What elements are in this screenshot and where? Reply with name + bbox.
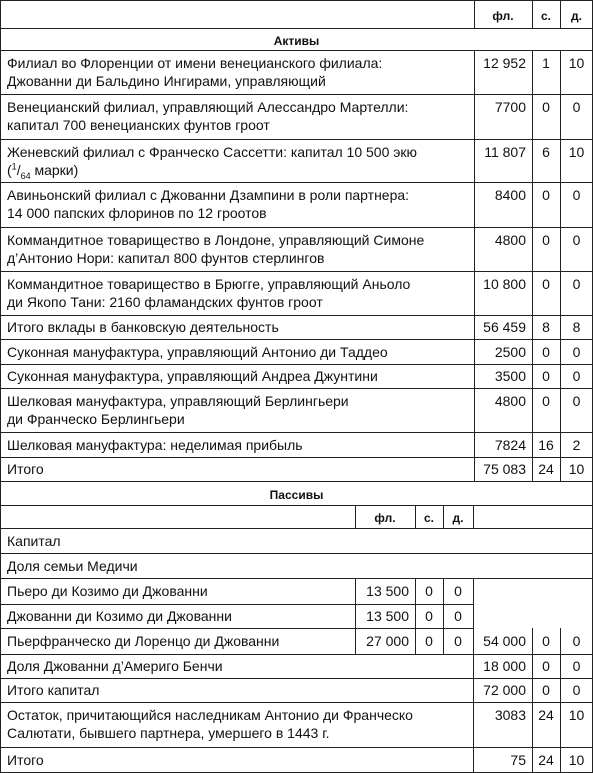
column-rule [532,139,533,182]
asset-row-fl-11: 7824 [494,437,526,453]
column-rule [532,432,533,457]
liability-row-label-3: Салютати, бывшего партнера, умершего в 1443 г. [7,725,330,741]
row-rule [0,747,593,748]
liability-row-d-4: 10 [568,752,585,768]
column-rule [560,315,561,339]
column-rule [560,182,561,227]
asset-row-label-9: Суконная мануфактура, управляющий Андреа Джунтини [7,368,378,384]
column-rule [355,578,356,604]
asset-row-s-6: 0 [542,276,550,292]
column-rule [355,604,356,628]
asset-row-fl-6: 10 800 [483,276,526,292]
column-rule [560,628,561,654]
row-rule [0,628,473,629]
row-rule [0,457,593,458]
asset-row-label-5: д’Антонио Нори: капитал 800 фунтов стерлингов [7,250,325,266]
liability-row-d-1: 0 [572,658,581,674]
column-rule [415,578,416,604]
column-rule [473,505,474,528]
column-rule [560,94,561,139]
row-rule [0,227,593,228]
asset-row-fl-5: 4800 [494,232,526,248]
partner-name-1: Пьеро ди Козимо ди Джованни [7,583,208,599]
row-rule [0,315,593,316]
column-rule [473,628,474,654]
partner-s-3: 0 [425,633,433,649]
liability-row-s-4: 24 [538,752,554,768]
partner-s-2: 0 [425,608,433,624]
liability-row-d-3: 10 [568,707,585,723]
row-rule [0,553,593,554]
asset-row-s-5: 0 [542,232,550,248]
asset-row-s-7: 8 [542,319,550,335]
asset-row-d-12: 10 [568,461,585,477]
asset-row-label-1: Джованни ди Бальдино Ингирами, управляющий [7,73,326,89]
column-rule [474,50,475,94]
row-rule [0,578,593,579]
row-rule [0,702,593,703]
partner-d-1: 0 [454,583,462,599]
row-rule [0,94,593,95]
asset-row-label-3: ($^1/_{64}$ марки) [7,161,79,181]
asset-row-s-1: 1 [542,55,550,71]
partner-name-2: Джованни ди Козимо ди Джованни [7,608,232,624]
asset-row-label-10: ди Франческо Берлингьери [7,411,185,427]
column-rule [560,432,561,457]
section-title-liabilities: Пассивы [269,488,324,502]
column-rule [532,747,533,773]
asset-row-fl-12: 75 083 [483,461,526,477]
column-rule [532,628,533,654]
column-rule [474,457,475,481]
column-header-d: д. [571,9,582,23]
asset-row-d-7: 8 [572,319,581,335]
asset-row-s-10: 0 [542,393,550,409]
row-rule [0,432,593,433]
column-rule [474,315,475,339]
column-rule [560,654,561,678]
column-rule [473,654,474,678]
asset-row-label-11: Шелковая мануфактура: неделимая прибыль [7,437,303,453]
row-rule [0,339,593,340]
column-rule [474,388,475,432]
column-rule [474,139,475,182]
column-rule [473,747,474,773]
row-rule [0,364,593,365]
column-rule [560,388,561,432]
column-rule [560,702,561,747]
row-rule [0,388,593,389]
column-rule [532,182,533,227]
column-rule [532,654,533,678]
asset-row-fl-2: 7700 [494,99,526,115]
asset-row-d-3: 10 [568,144,585,160]
column-rule [560,457,561,481]
column-rule [443,604,444,628]
asset-row-fl-9: 3500 [494,368,526,384]
column-rule [474,182,475,227]
column-rule [560,271,561,315]
liability-row-label-1: Доля Джованни д’Америго Бенчи [7,658,223,674]
liability-row-label-2: Итого капитал [7,682,100,698]
table-border-left [0,0,1,773]
asset-row-s-4: 0 [542,187,550,203]
column-rule [532,50,533,94]
asset-row-d-1: 10 [568,55,585,71]
asset-row-s-3: 6 [542,144,550,160]
asset-row-fl-3: 11 807 [484,144,526,160]
asset-row-d-4: 0 [572,187,581,203]
asset-row-label-1: Филиал во Флоренции от имени венецианского филиала: [7,55,383,71]
column-rule [532,271,533,315]
row-rule [0,139,593,140]
asset-row-label-4: Авиньонский филиал с Джованни Дзампини в роли партнера: [7,187,410,203]
asset-row-fl-4: 8400 [494,187,526,203]
column-rule [560,339,561,364]
asset-row-d-6: 0 [572,276,581,292]
medici-total-s: 0 [542,633,550,649]
asset-row-fl-10: 4800 [494,393,526,409]
asset-row-fl-8: 2500 [494,344,526,360]
column-rule [473,678,474,702]
asset-row-label-6: ди Якопо Тани: 2160 фламандских фунтов гроот [7,294,323,310]
asset-row-s-9: 0 [542,368,550,384]
column-rule [560,747,561,773]
asset-row-fl-1: 12 952 [483,55,526,71]
partner-d-3: 0 [454,633,462,649]
asset-row-label-10: Шелковая мануфактура, управляющий Берлингьери [7,393,349,409]
column-rule [473,604,474,628]
column-rule [415,604,416,628]
asset-row-label-5: Коммандитное товарищество в Лондоне, управляющий Симоне [7,232,425,248]
asset-row-label-2: Венецианский филиал, управляющий Алессандро Мартелли: [7,99,409,115]
liability-row-s-2: 0 [542,682,550,698]
row-rule [0,271,593,272]
row-rule [0,28,593,29]
column-rule [560,50,561,94]
medici-total-fl: 54 000 [483,633,526,649]
partner-d-2: 0 [454,608,462,624]
liability-row-fl-4: 75 [510,752,526,768]
column-rule [474,432,475,457]
sub-header-d: д. [452,511,464,525]
sub-header-fl: фл. [374,511,396,525]
row-rule [0,505,593,506]
column-rule [474,94,475,139]
medici-share-label: Доля семьи Медичи [7,558,138,574]
row-rule [0,481,593,482]
partner-name-3: Пьерфранческо ди Лоренцо ди Джованни [7,633,280,649]
column-header-fl: фл. [492,9,514,23]
liability-row-label-4: Итого [7,752,44,768]
column-rule [532,315,533,339]
column-rule [474,227,475,271]
column-rule [355,628,356,654]
asset-row-d-5: 0 [572,232,581,248]
table-border-top [0,0,593,1]
partner-fl-3: 27 000 [366,633,409,649]
asset-row-label-7: Итого вклады в банковскую деятельность [7,319,279,335]
asset-row-label-2: капитал 700 венецианских фунтов гроот [7,117,270,133]
asset-row-s-12: 24 [538,461,554,477]
asset-row-s-2: 0 [542,99,550,115]
column-rule [532,227,533,271]
medici-total-d: 0 [572,633,581,649]
column-rule [474,271,475,315]
column-rule [560,364,561,388]
liability-row-label-3: Остаток, причитающийся наследникам Антонио ди Франческо [7,707,413,723]
column-rule [532,457,533,481]
partner-fl-2: 13 500 [366,608,409,624]
asset-row-d-10: 0 [572,393,581,409]
column-rule [474,339,475,364]
column-rule [560,139,561,182]
row-rule [0,50,593,51]
column-rule [443,628,444,654]
column-header-s: с. [540,9,551,23]
asset-row-label-12: Итого [7,461,44,477]
column-rule [560,678,561,702]
row-rule [0,654,593,655]
liability-row-s-3: 24 [538,707,554,723]
asset-row-s-11: 16 [538,437,554,453]
column-rule [474,364,475,388]
row-rule [0,678,593,679]
column-rule [473,702,474,747]
liability-row-fl-3: 3083 [494,707,526,723]
column-rule [532,339,533,364]
asset-row-s-8: 0 [542,344,550,360]
liability-row-d-2: 0 [572,682,581,698]
column-rule [560,227,561,271]
liability-row-fl-2: 72 000 [483,682,526,698]
column-rule [532,94,533,139]
column-rule [415,628,416,654]
asset-row-d-2: 0 [572,99,581,115]
asset-row-label-6: Коммандитное товарищество в Брюгге, управляющий Аньоло [7,276,411,292]
column-rule [532,678,533,702]
capital-label: Капитал [7,533,61,549]
partner-fl-1: 13 500 [366,583,409,599]
partner-s-1: 0 [425,583,433,599]
row-rule [0,604,473,605]
column-rule [532,702,533,747]
sub-header-s: с. [423,511,434,525]
column-rule [532,388,533,432]
liability-row-fl-1: 18 000 [483,658,526,674]
column-rule [532,364,533,388]
asset-row-d-11: 2 [572,437,581,453]
section-title-assets: Активы [273,34,320,48]
column-rule [473,578,474,604]
asset-row-label-3: Женевский филиал с Франческо Сассетти: капитал 10 500 экю [7,144,418,160]
row-rule [0,528,593,529]
asset-row-d-9: 0 [572,368,581,384]
row-rule [0,182,593,183]
liability-row-s-1: 0 [542,658,550,674]
asset-row-label-8: Суконная мануфактура, управляющий Антонио ди Таддео [7,344,388,360]
asset-row-label-4: 14 000 папских флоринов по 12 гроотов [7,205,267,221]
asset-row-d-8: 0 [572,344,581,360]
asset-row-fl-7: 56 459 [483,319,526,335]
column-rule [443,578,444,604]
